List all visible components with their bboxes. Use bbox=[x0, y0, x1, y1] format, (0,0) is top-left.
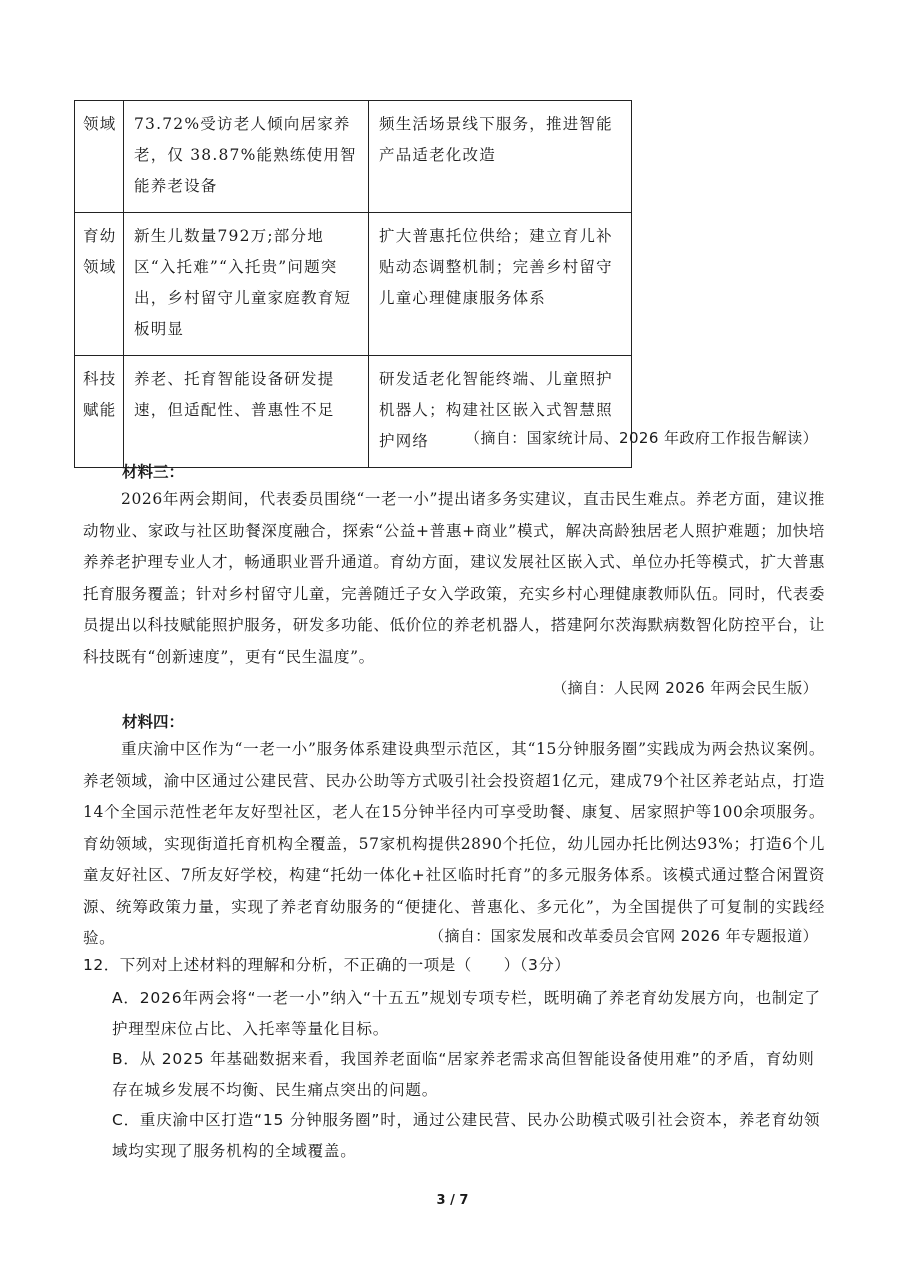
table-cell-domain: 育幼领域 bbox=[83, 227, 117, 276]
material4-source: （摘自：国家发展和改革委员会官网 2026 年专题报道） bbox=[429, 927, 818, 945]
table-source: （摘自：国家统计局、2026 年政府工作报告解读） bbox=[465, 429, 818, 447]
table-cell-problem: 养老、托育智能设备研发提速，但适配性、普惠性不足 bbox=[124, 356, 369, 468]
material3-text: 2026年两会期间，代表委员围绕“一老一小”提出诸多务实建议，直击民生难点。养老方面，建议推动物业、家政与社区助餐深度融合，探索“公益+普惠+商业”模式，解决高龄独居老人照护难题；加快培养养老护理专业人才，畅通职业晋升通道。育幼方面，建议发展社区嵌入式、单位办托等模式，扩大普惠托育服务覆盖；针对乡村留守儿童，完善随迁子女入学政策，充实乡村心理健康教师队伍。同时，代表委员提出以科技赋能照护服务，研发多功能、低价位的养老机器人，搭建阿尔茨海默病数智化防控平台，让科技既有“创新速度”，更有“民生温度”。 bbox=[83, 490, 825, 666]
material3-source: （摘自：人民网 2026 年两会民生版） bbox=[552, 679, 818, 697]
option-b: B．从 2025 年基础数据来看，我国养老面临“居家养老需求高但智能设备使用难”的矛盾，育幼则存在城乡发展不均衡、民生痛点突出的问题。 bbox=[112, 1050, 815, 1099]
data-table bbox=[74, 100, 632, 468]
table-row bbox=[75, 101, 632, 213]
table-cell-measure: 扩大普惠托位供给；建立育儿补贴动态调整机制；完善乡村留守儿童心理健康服务体系 bbox=[369, 213, 632, 356]
page-number: 3 / 7 bbox=[436, 1193, 469, 1208]
table-cell-measure: 研发适老化智能终端、儿童照护机器人；构建社区嵌入式智慧照护网络 bbox=[369, 356, 632, 468]
table-row bbox=[75, 356, 632, 468]
option-a: A．2026年两会将“一老一小”纳入“十五五”规划专项专栏，既明确了养老育幼发展方向，也制定了护理型床位占比、入托率等量化目标。 bbox=[112, 989, 821, 1038]
question-stem: 12．下列对上述材料的理解和分析，不正确的一项是（ ）（3分） bbox=[83, 956, 571, 974]
option-c: C．重庆渝中区打造“15 分钟服务圈”时，通过公建民营、民办公助模式吸引社会资本，养老育幼领域均实现了服务机构的全域覆盖。 bbox=[112, 1111, 821, 1160]
table-cell-problem: 73.72%受访老人倾向居家养老，仅 38.87%能熟练使用智能养老设备 bbox=[124, 101, 369, 213]
table-cell-domain: 科技赋能 bbox=[83, 370, 117, 419]
table-cell-problem: 新生儿数量792万;部分地区“入托难”“入托贵”问题突出，乡村留守儿童家庭教育短板明显 bbox=[124, 213, 369, 356]
table-cell-domain: 领域 bbox=[83, 115, 117, 133]
material4-heading: 材料四： bbox=[122, 713, 185, 731]
material4-text: 重庆渝中区作为“一老一小”服务体系建设典型示范区，其“15分钟服务圈”实践成为两会热议案例。养老领域，渝中区通过公建民营、民办公助等方式吸引社会投资超1亿元，建成79个社区养老站点，打造14个全国示范性老年友好型社区，老人在15分钟半径内可享受助餐、康复、居家照护等100余项服务。育幼领域，实现街道托育机构全覆盖，57家机构提供2890个托位，幼儿园办托比例达93%；打造6个儿童友好社区、7所友好学校，构建“托幼一体化+社区临时托育”的多元服务体系。该模式通过整合闲置资源、统筹政策力量，实现了养老育幼服务的“便捷化、普惠化、多元化”，为全国提供了可复制的实践经验。 bbox=[83, 740, 825, 947]
table-row bbox=[75, 213, 632, 356]
table-cell-measure: 频生活场景线下服务，推进智能产品适老化改造 bbox=[369, 101, 632, 213]
material3-heading: 材料三： bbox=[122, 463, 185, 481]
